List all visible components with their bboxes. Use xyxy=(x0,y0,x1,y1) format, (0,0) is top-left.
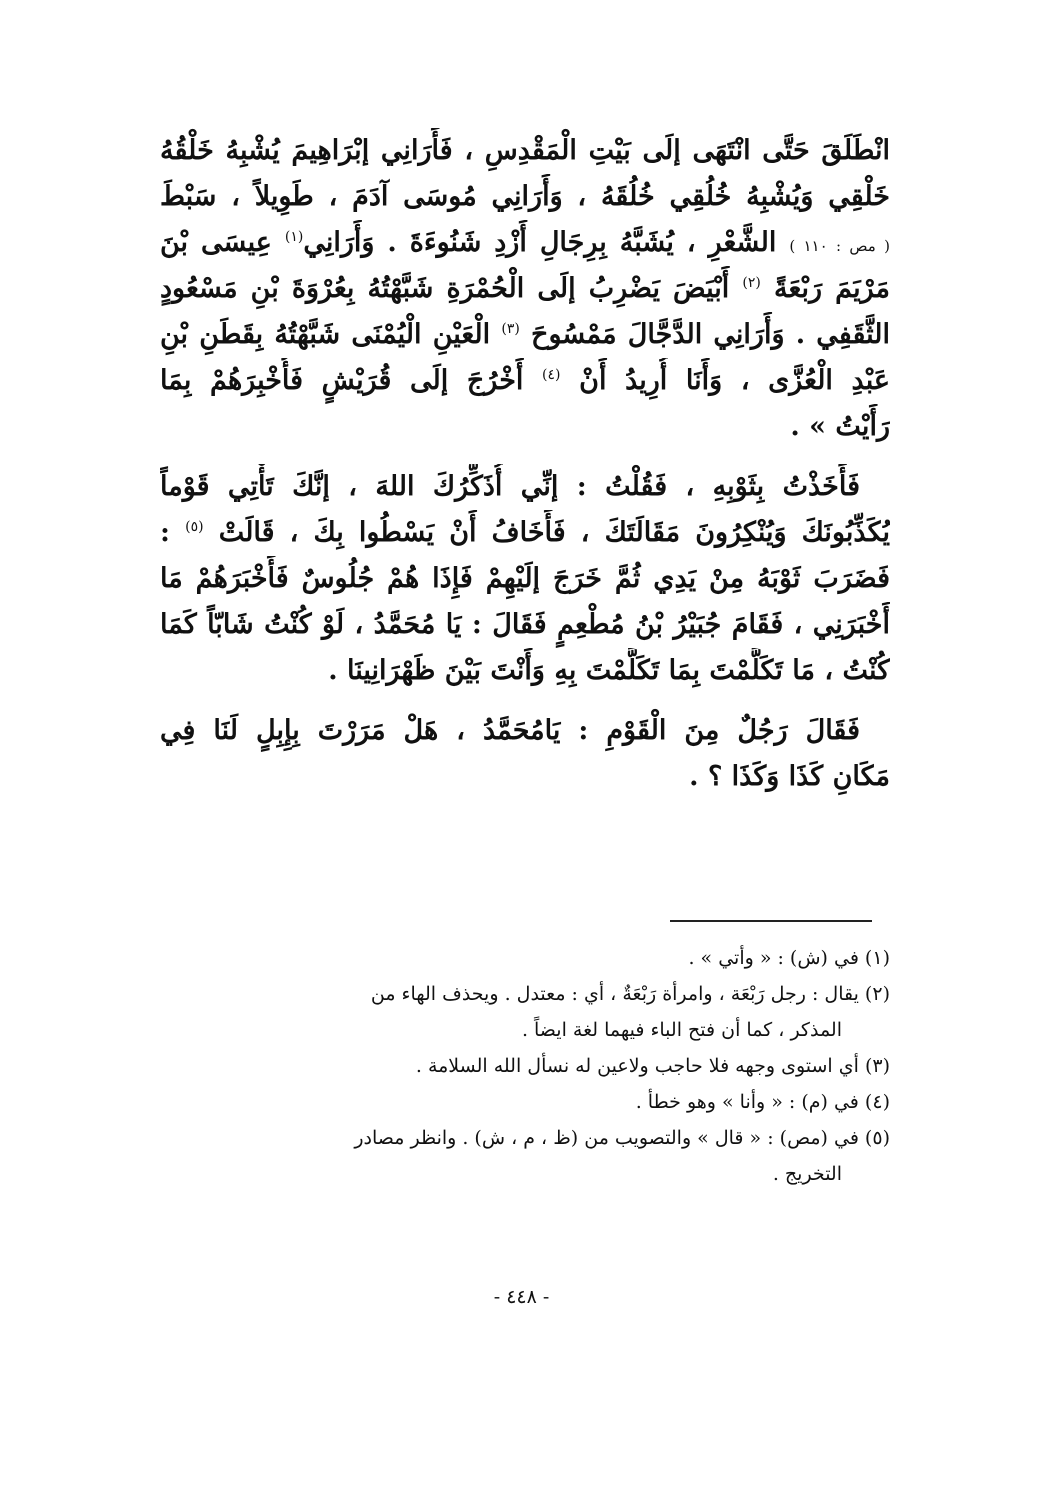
footnote-ref: (٤) xyxy=(542,367,561,383)
line-text: الثَّقَفِي . وَأَرَانِي الدَّجَّالَ مَمْسُوحَ xyxy=(531,319,890,350)
line-text: عَبْدِ الْعُزَّى ، وَأَنَا أُرِيدُ أَنْ xyxy=(579,365,890,396)
paragraph-gap xyxy=(160,450,890,464)
paragraph-gap xyxy=(160,694,890,708)
text-line xyxy=(160,266,890,312)
text-line xyxy=(160,754,890,800)
page-number: - ٤٤٨ - xyxy=(493,1286,550,1308)
line-text: فَأَخَذْتُ بِثَوْبِهِ ، فَقُلْتُ : إنِّي أُذَكِّرُكَ اللهَ ، إنَّكَ تَأْتِي قَوْماً xyxy=(160,471,860,502)
main-text xyxy=(160,128,890,800)
line-text: فَضَرَبَ ثَوْبَهُ مِنْ يَدِي ثُمَّ خَرَجَ إلَيْهِمْ فَإِذَا هُمْ جُلُوسٌ فَأَخْبَرَهُمْ مَا xyxy=(160,563,890,594)
line-text: مَرْيَمَ رَبْعَةً xyxy=(774,273,890,304)
text-line xyxy=(160,602,890,648)
line-text: الشَّعْرِ ، يُشَبَّهُ بِرِجَالِ أَزْدِ شَنُوءَةَ . وَأَرَانِي xyxy=(303,227,777,258)
text-line xyxy=(160,708,890,754)
footnote: (٢) يقال : رجل رَبْعَة ، وامرأة رَبْعَةٌ ، أي : معتدل . ويحذف الهاء من xyxy=(370,983,890,1005)
footnote: (١) في (ش) : « وأتي » . xyxy=(688,947,890,969)
footnote: (٣) أي استوى وجهه فلا حاجب ولاعين له نسأل الله السلامة . xyxy=(415,1055,890,1077)
footnote-ref: (٣) xyxy=(501,321,520,337)
line-text: أَخْبَرَنِي ، فَقَامَ جُبَيْرُ بْنُ مُطْعِمٍ فَقَالَ : يَا مُحَمَّدُ ، لَوْ كُنْتُ شَابّاً كَمَا xyxy=(160,609,890,640)
line-text: خَلْقِي وَيُشْبِهُ خُلُقِي خُلُقَهُ ، وَأَرَانِي مُوسَى آدَمَ ، طَوِيلاً ، سَبْطَ xyxy=(160,181,890,212)
line-text: أَبْيَضَ يَضْرِبُ إلَى الْحُمْرَةِ شَبَّهْتُهُ بِعُرْوَةَ بْنِ مَسْعُودٍ xyxy=(160,273,730,304)
text-line xyxy=(160,464,890,510)
footnotes xyxy=(183,940,890,1192)
footnote-ref: (٥) xyxy=(185,519,204,535)
line-text: فَقَالَ رَجُلٌ مِنَ الْقَوْمِ : يَامُحَمَّدُ ، هَلْ مَرَرْتَ بِإِبِلٍ لَنَا فِي xyxy=(160,715,860,746)
text-line xyxy=(160,220,890,266)
footnote-ref: (٢) xyxy=(742,275,761,291)
line-text: أَخْرُجَ إلَى قُرَيْشٍ فَأُخْبِرَهُمْ بِمَا xyxy=(160,365,524,396)
text-line xyxy=(160,404,890,450)
footnote: (٤) في (م) : « وأنا » وهو خطأ . xyxy=(635,1091,890,1113)
footnote-ref: (١) xyxy=(284,229,304,245)
line-text: يُكَذِّبُونَكَ وَيُنْكِرُونَ مَقَالَتَكَ ، فَأَخَافُ أَنْ يَسْطُوا بِكَ ، قَالَتْ xyxy=(218,517,890,548)
footnote: (٥) في (مص) : « قال » والتصويب من (ظ ، م ، ش) . وانظر مصادر xyxy=(354,1127,890,1149)
text-line xyxy=(160,358,890,404)
footnote-continuation: المذكر ، كما أن فتح الباء فيهما لغة ايضاً . xyxy=(521,1019,842,1041)
margin-note: ( مص : ١١٠ ) xyxy=(789,237,890,255)
text-line xyxy=(160,128,890,174)
line-text: الْعَيْنِ الْيُمْنَى شَبَّهْتُهُ بِقَطَنِ بْنِ xyxy=(160,319,491,350)
line-text: عِيسَى بْنَ xyxy=(160,227,272,258)
text-line xyxy=(160,510,890,556)
text-line xyxy=(160,648,890,694)
footnote-continuation: التخريج . xyxy=(772,1163,842,1185)
line-text: رَأَيْتُ » . xyxy=(790,411,890,442)
text-line xyxy=(160,312,890,358)
line-text: انْطَلَقَ حَتَّى انْتَهَى إلَى بَيْتِ الْمَقْدِسِ ، فَأَرَانِي إبْرَاهِيمَ يُشْبِهُ خَلْقُهُ xyxy=(160,135,890,166)
footnote-separator xyxy=(670,920,872,922)
line-text: كُنْتُ ، مَا تَكَلَّمْتَ بِمَا تَكَلَّمْتَ بِهِ وَأَنْتَ بَيْنَ ظَهْرَانِينَا . xyxy=(328,655,890,686)
text-line xyxy=(160,556,890,602)
text-line xyxy=(160,174,890,220)
line-text: مَكَانِ كَذَا وَكَذَا ؟ . xyxy=(689,761,890,792)
line-text: : xyxy=(160,517,170,548)
